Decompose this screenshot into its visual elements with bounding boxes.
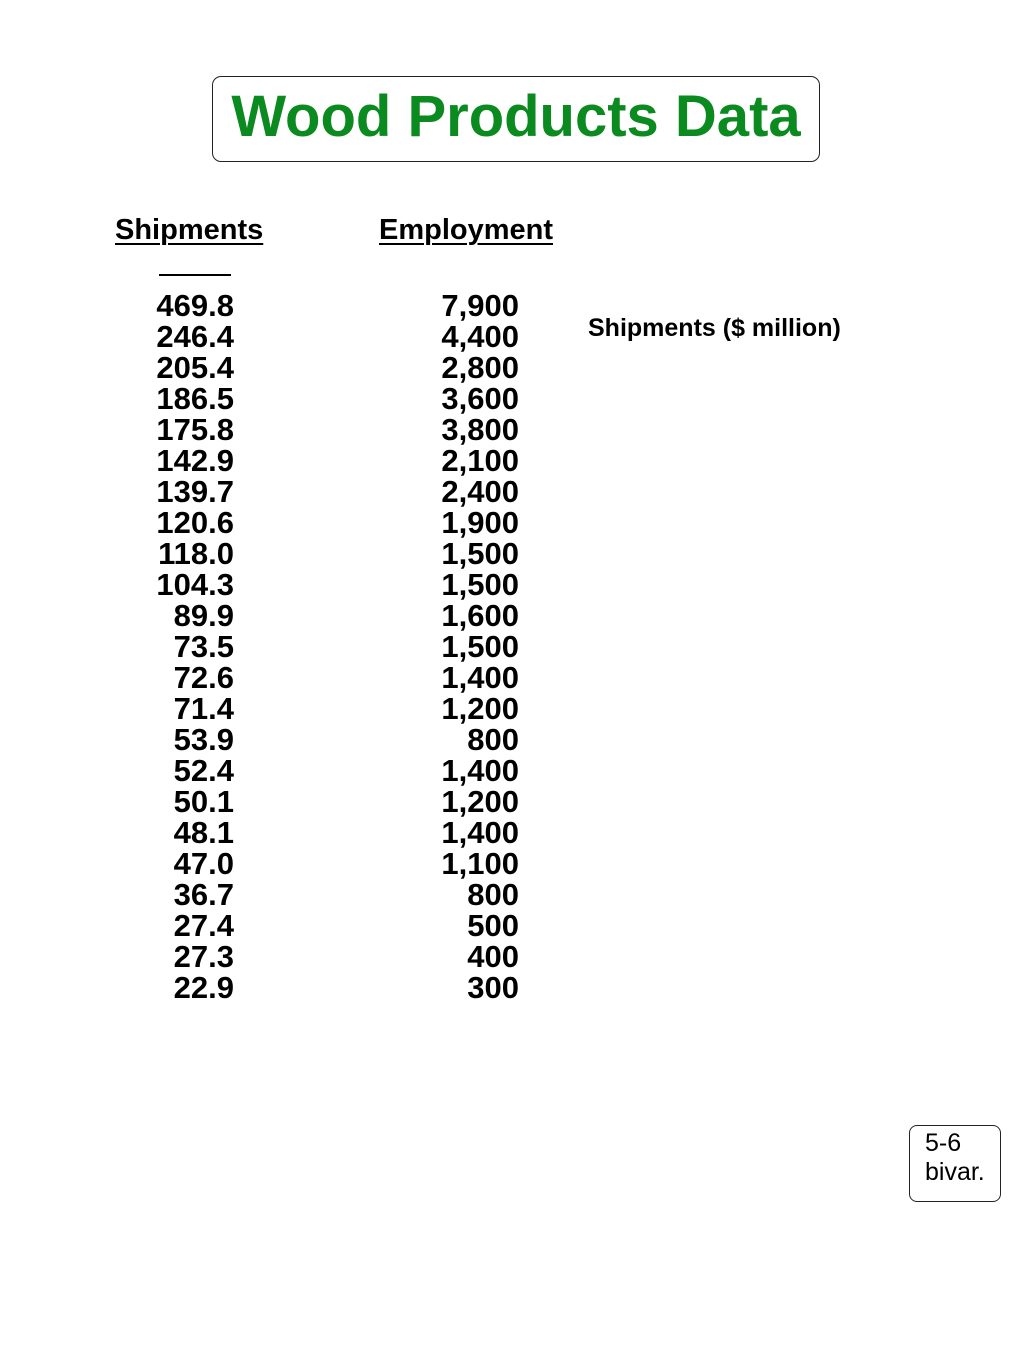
- employment-value: 2,100: [441, 443, 519, 478]
- employment-value: 1,500: [441, 536, 519, 571]
- shipments-value: 469.8: [156, 288, 234, 323]
- employment-value: 2,400: [441, 474, 519, 509]
- shipments-value: 27.4: [173, 908, 234, 943]
- employment-value: 800: [467, 722, 519, 757]
- shipments-value: 142.9: [156, 443, 234, 478]
- shipments-column-header: Shipments: [115, 214, 264, 246]
- shipments-value: 53.9: [173, 722, 234, 757]
- employment-value: 3,800: [441, 412, 519, 447]
- employment-value: 2,800: [441, 350, 519, 385]
- shipments-value: 50.1: [173, 784, 234, 819]
- employment-value: 400: [467, 939, 519, 974]
- employment-value: 3,600: [441, 381, 519, 416]
- shipments-value: 73.5: [173, 629, 234, 664]
- shipments-value: 186.5: [156, 381, 234, 416]
- shipments-value: 72.6: [173, 660, 234, 695]
- header-divider: [159, 274, 231, 276]
- employment-column-header: Employment: [379, 214, 554, 246]
- shipments-value: 246.4: [156, 319, 234, 354]
- employment-value: 1,200: [441, 784, 519, 819]
- employment-value: 7,900: [441, 288, 519, 323]
- employment-value: 1,100: [441, 846, 519, 881]
- shipments-value: 22.9: [173, 970, 234, 1005]
- shipments-value: 175.8: [156, 412, 234, 447]
- shipments-value: 139.7: [156, 474, 234, 509]
- shipments-value: 104.3: [156, 567, 234, 602]
- page-title: Wood Products Data: [231, 84, 801, 149]
- shipments-unit-label: Shipments ($ million): [588, 314, 841, 342]
- shipments-value: 118.0: [158, 536, 234, 571]
- employment-value: 300: [467, 970, 519, 1005]
- slide-tag-number: 5-6: [925, 1129, 962, 1157]
- employment-value: 1,400: [441, 815, 519, 850]
- employment-value: 4,400: [441, 319, 519, 354]
- employment-value: 1,600: [441, 598, 519, 633]
- employment-value: 1,900: [441, 505, 519, 540]
- shipments-value: 36.7: [173, 877, 234, 912]
- slide-tag-topic: bivar.: [925, 1158, 985, 1186]
- employment-value: 1,500: [441, 567, 519, 602]
- employment-value: 800: [467, 877, 519, 912]
- shipments-column: [120, 290, 234, 1003]
- shipments-value: 48.1: [173, 815, 234, 850]
- employment-value: 1,500: [441, 629, 519, 664]
- employment-value: 1,400: [441, 753, 519, 788]
- shipments-value: 71.4: [173, 691, 234, 726]
- shipments-value: 27.3: [173, 939, 234, 974]
- employment-column: [400, 290, 519, 1003]
- employment-value: 1,400: [441, 660, 519, 695]
- shipments-value: 205.4: [156, 350, 234, 385]
- slide-tag: [909, 1125, 1001, 1202]
- shipments-value: 47.0: [173, 846, 234, 881]
- shipments-value: 120.6: [156, 505, 234, 540]
- shipments-value: 89.9: [173, 598, 234, 633]
- employment-value: 500: [467, 908, 519, 943]
- employment-value: 1,200: [441, 691, 519, 726]
- title-box: [212, 76, 820, 162]
- shipments-value: 52.4: [173, 753, 234, 788]
